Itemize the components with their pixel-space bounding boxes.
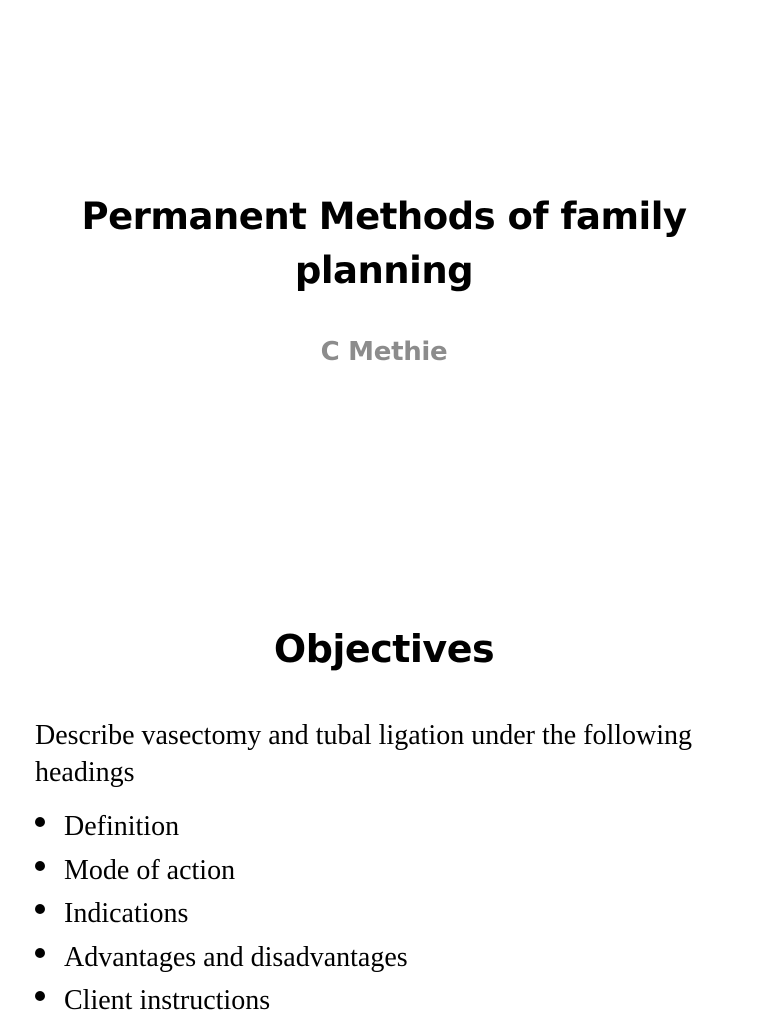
list-item (35, 936, 408, 980)
list-item (35, 979, 408, 1023)
slide-title: Permanent Methods of family planning (81, 195, 687, 292)
list-item-text: Client instructions (64, 985, 271, 1016)
bullet-icon (35, 948, 45, 958)
list-item (35, 805, 408, 849)
list-item-text: Definition (64, 811, 180, 842)
list-item-text: Indications (64, 898, 189, 929)
list-item-text: Advantages and disadvantages (64, 941, 408, 973)
objectives-list (35, 805, 408, 1023)
bullet-icon (35, 904, 45, 914)
objectives-title: Objectives (273, 627, 495, 671)
list-item (35, 849, 408, 893)
bullet-icon (35, 861, 45, 871)
bullet-icon (35, 817, 45, 827)
objectives-intro: Describe vasectomy and tubal ligation under the following headings (35, 720, 693, 788)
list-item (35, 892, 408, 936)
bullet-icon (35, 991, 45, 1001)
slide-subtitle-author: C Methie (320, 337, 448, 367)
objectives-slide (0, 576, 768, 1024)
list-item-text: Mode of action (64, 854, 236, 886)
